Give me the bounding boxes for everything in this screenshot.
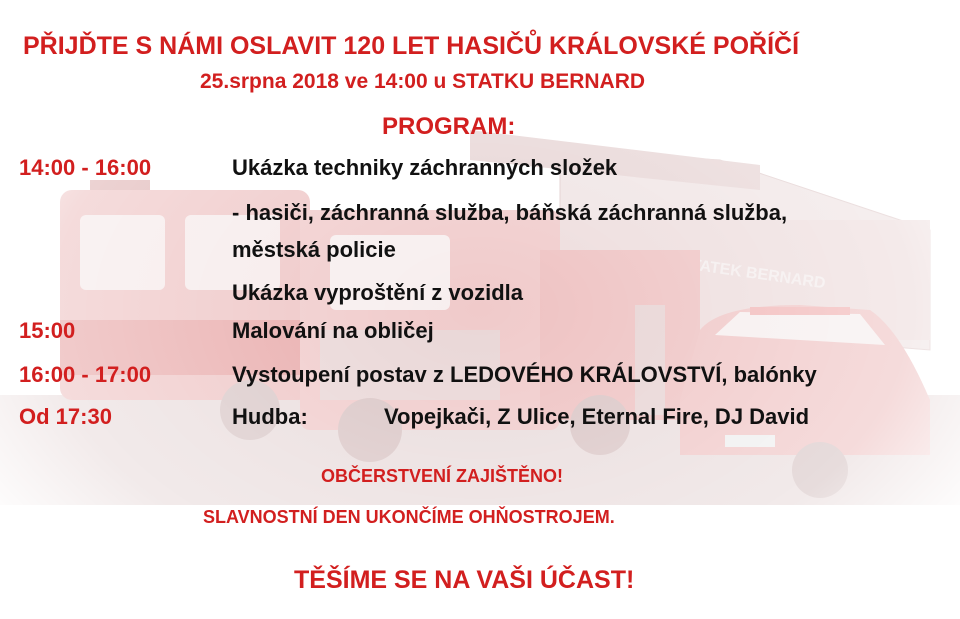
program-item-7-label: Hudba:: [232, 404, 308, 429]
poster-subtitle: 25.srpna 2018 ve 14:00 u STATKU BERNARD: [200, 70, 646, 93]
program-item-6: Vystoupení postav z LEDOVÉHO KRÁLOVSTVÍ, balónky: [232, 362, 817, 387]
program-item-4: Ukázka vyproštění z vozidla: [232, 280, 523, 305]
closing-line: TĚŠÍME SE NA VAŠI ÚČAST!: [294, 566, 635, 594]
program-time-5: 15:00: [19, 318, 76, 343]
program-item-3: městská policie: [232, 237, 396, 262]
note-refreshments: OBČERSTVENÍ ZAJIŠTĚNO!: [321, 466, 564, 486]
program-time-6: 16:00 - 17:00: [19, 362, 152, 387]
note-fireworks: SLAVNOSTNÍ DEN UKONČÍME OHŇOSTROJEM.: [203, 507, 615, 527]
program-time-7: Od 17:30: [19, 404, 112, 429]
program-heading: PROGRAM:: [382, 113, 516, 140]
program-time-1: 14:00 - 16:00: [19, 155, 152, 180]
program-item-5: Malování na obličej: [232, 318, 434, 343]
program-item-2: - hasiči, záchranná služba, báňská záchranná služba,: [232, 200, 788, 225]
program-item-1: Ukázka techniky záchranných složek: [232, 155, 618, 180]
poster-title: PŘIJĎTE S NÁMI OSLAVIT 120 LET HASIČŮ KRÁLOVSKÉ POŘÍČÍ: [23, 32, 800, 60]
program-item-7-bands: Vopejkači, Z Ulice, Eternal Fire, DJ David: [384, 404, 810, 429]
